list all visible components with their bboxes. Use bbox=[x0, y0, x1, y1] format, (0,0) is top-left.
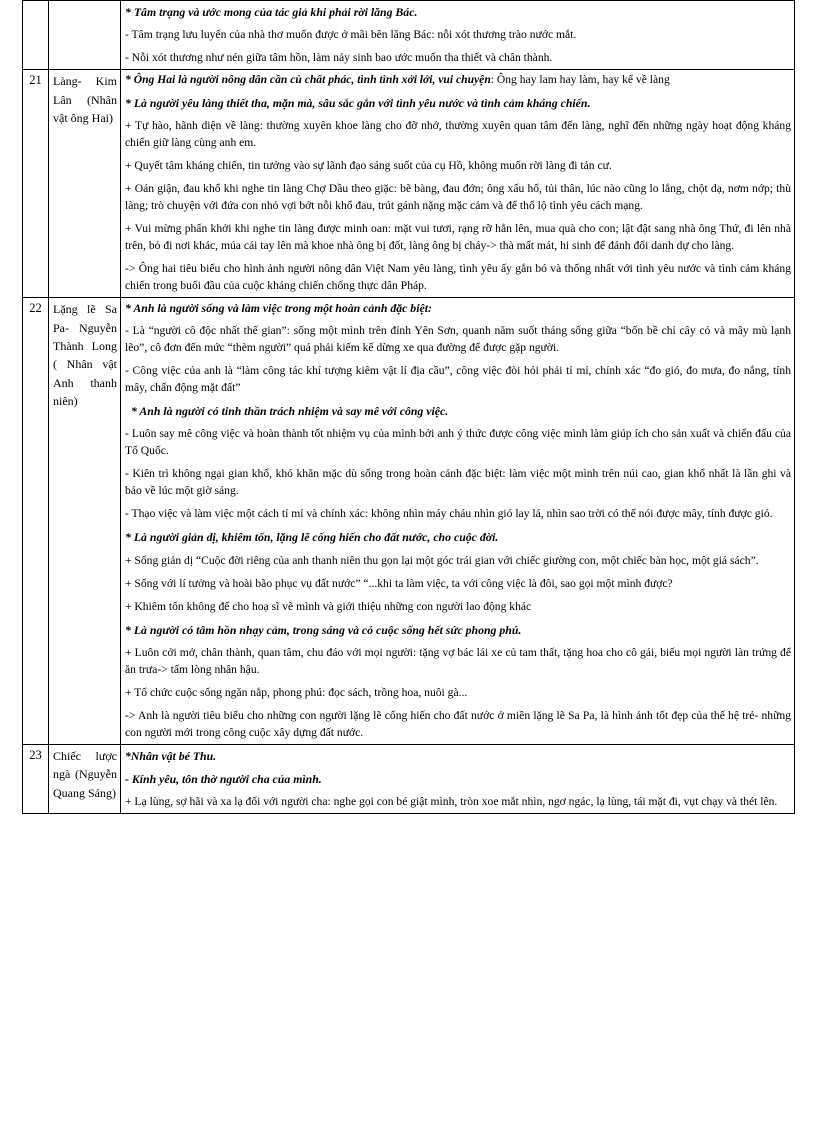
paragraph: - Là “người cô độc nhất thế gian”: sống một mình trên đỉnh Yên Sơn, quanh năm suốt tháng sống giữa “bốn bề chỉ cây cỏ và mây mù lạnh lẽo”, cô đơn đến mức “thèm người” quá phải kiếm kế dừng xe qua đường để được gặp người. bbox=[125, 324, 791, 355]
heading-lead: * Ông Hai là người nông dân cần cù chất phác, tình tình xởi lởi, vui chuyện bbox=[125, 73, 491, 87]
paragraph: + Vui mừng phấn khởi khi nghe tin làng được minh oan: mặt vui tươi, rạng rỡ hẳn lên, mua quà cho con; lật đật sang nhà ông Thứ, đi lên nhà trên, bỏ đi nơi khác, múa cái tay lên mà khoe nhà ông bị đốt, làng ông bị cháy-> thà mất mát, hi sinh để đánh đổi danh dự cho làng. bbox=[125, 222, 791, 253]
paragraph: + Luôn cởi mở, chân thành, quan tâm, chu đáo với mọi người: tặng vợ bác lái xe củ tam thất, tặng hoa cho cô gái, biếu mọi người làn trứng để ăn trưa-> tấm lòng nhân hậu. bbox=[125, 645, 791, 676]
row-content bbox=[121, 1, 795, 70]
paragraph: - Kiên trì không ngại gian khổ, khó khăn mặc dù sống trong hoàn cảnh đặc biệt: làm việc một mình trên núi cao, gian khổ nhất là lần ghi và báo về lúc một giờ sáng. bbox=[125, 467, 791, 498]
paragraph: - Nỗi xót thương như nén giữa tâm hồn, làm nảy sinh bao ước muốn tha thiết và chân thành. bbox=[125, 51, 553, 65]
paragraph: + Oán giận, đau khổ khi nghe tin làng Chợ Dầu theo giặc: bẽ bàng, đau đớn; ông xấu hổ, tủi thân, lúc nào cũng lo lắng, chột dạ, nơm nớp; thù làng; trò chuyện với đứa con nhỏ vợi bớt nỗi khổ đau, trút gánh nặng mặc cảm và để thổ lộ tình yêu cách mạng. bbox=[125, 182, 791, 213]
paragraph-rest: : Ông hay lam hay làm, hay kể về làng bbox=[490, 73, 670, 87]
paragraph: - Thạo việc và làm việc một cách tỉ mỉ và chính xác: không nhìn máy cháu nhìn gió lay lá, nhìn sao trời có thể nói được mây, tính được gió. bbox=[125, 507, 773, 521]
paragraph: + Khiêm tốn không để cho hoạ sĩ vẽ mình và giới thiệu những con người lao động khác bbox=[125, 599, 532, 613]
row-content bbox=[121, 744, 795, 813]
paragraph: -> Ông hai tiêu biểu cho hình ảnh người nông dân Việt Nam yêu làng, tình yêu ấy gắn bó và thống nhất với tình yêu nước và tình cảm kháng chiến trong buổi đầu của cuộc kháng chiến chống thực dân Pháp. bbox=[125, 262, 791, 293]
row-content bbox=[121, 70, 795, 298]
row-number: 23 bbox=[23, 744, 49, 813]
section-heading: - Kính yêu, tôn thờ người cha của mình. bbox=[125, 771, 322, 786]
paragraph bbox=[125, 72, 791, 89]
row-number: 22 bbox=[23, 298, 49, 745]
document-page bbox=[22, 0, 794, 814]
paragraph: + Tổ chức cuộc sống ngăn nắp, phong phú: đọc sách, trồng hoa, nuôi gà... bbox=[125, 685, 468, 699]
table-row bbox=[23, 70, 795, 298]
work-title bbox=[49, 1, 121, 70]
section-heading: * Là người giản dị, khiêm tốn, lặng lẽ cống hiến cho đất nước, cho cuộc đời. bbox=[125, 530, 499, 545]
work-title: Làng- Kim Lân (Nhân vật ông Hai) bbox=[49, 70, 121, 298]
section-heading: *Nhân vật bé Thu. bbox=[125, 748, 217, 763]
paragraph: - Luôn say mê công việc và hoàn thành tốt nhiệm vụ của mình bởi anh ý thức được công việc mình làm giúp ích cho sản xuất và chiến đấu của Tổ Quốc. bbox=[125, 427, 791, 458]
table-row bbox=[23, 298, 795, 745]
work-title: Lặng lẽ Sa Pa- Nguyễn Thành Long ( Nhân vật Anh thanh niên) bbox=[49, 298, 121, 745]
section-heading: * Là người có tâm hồn nhạy cảm, trong sáng và có cuộc sống hết sức phong phú. bbox=[125, 622, 522, 637]
row-number: 21 bbox=[23, 70, 49, 298]
row-number bbox=[23, 1, 49, 70]
section-heading: * Tâm trạng và ước mong của tác giả khi phải rời lăng Bác. bbox=[125, 5, 418, 19]
table-row bbox=[23, 1, 795, 70]
table-row bbox=[23, 744, 795, 813]
section-heading: * Anh là người sống và làm việc trong một hoàn cảnh đặc biệt: bbox=[125, 301, 432, 316]
row-content bbox=[121, 298, 795, 745]
literature-table bbox=[22, 0, 795, 814]
paragraph: - Công việc của anh là “làm công tác khí tượng kiêm vật lí địa cầu”, công việc đòi hỏi phải tỉ mỉ, chính xác “đo gió, đo mưa, đo nắng, tính mây, chấn động mặt đất” bbox=[125, 364, 791, 395]
section-heading: * Là người yêu làng thiết tha, mặn mà, sâu sắc gắn với tình yêu nước và tình cảm kháng chiến. bbox=[125, 96, 591, 111]
paragraph: + Sống với lí tưởng và hoài bão phục vụ đất nước” “...khi ta làm việc, ta với công việc là đôi, sao gọi một mình được? bbox=[125, 576, 673, 590]
paragraph: + Lạ lùng, sợ hãi và xa lạ đối với người cha: nghe gọi con bé giật mình, tròn xoe mắt nhìn, ngơ ngác, lạ lùng, tái mặt đi, vụt chạy và thét lên. bbox=[125, 795, 778, 809]
paragraph: + Tự hào, hãnh diện về làng: thường xuyên khoe làng cho đỡ nhớ, thường xuyên quan tâm đến làng, nghĩ đến những ngày hoạt động kháng chiến giữ làng cùng anh em. bbox=[125, 119, 791, 150]
paragraph: -> Anh là người tiêu biểu cho những con người lặng lẽ cống hiến cho đất nước ở miền lặng lẽ Sa Pa, là hình ảnh tốt đẹp của thế hệ trẻ- những con người mới trong công cuộc xây dựng đất nước. bbox=[125, 709, 791, 739]
paragraph: + Quyết tâm kháng chiến, tin tưởng vào sự lãnh đạo sáng suốt của cụ Hồ, không muốn rời làng đi tản cư. bbox=[125, 159, 612, 173]
paragraph: + Sống giản dị “Cuộc đời riêng của anh thanh niên thu gọn lại một góc trái gian với chiếc giường con, một chiếc bàn học, một giá sách”. bbox=[125, 553, 759, 567]
work-title: Chiếc lược ngà (Nguyễn Quang Sáng) bbox=[49, 744, 121, 813]
section-heading: * Anh là người có tinh thần trách nhiệm và say mê với công việc. bbox=[131, 404, 449, 419]
paragraph: - Tâm trạng lưu luyến của nhà thơ muốn được ở mãi bên lăng Bác: nỗi xót thương trào nước mắt. bbox=[125, 28, 577, 42]
